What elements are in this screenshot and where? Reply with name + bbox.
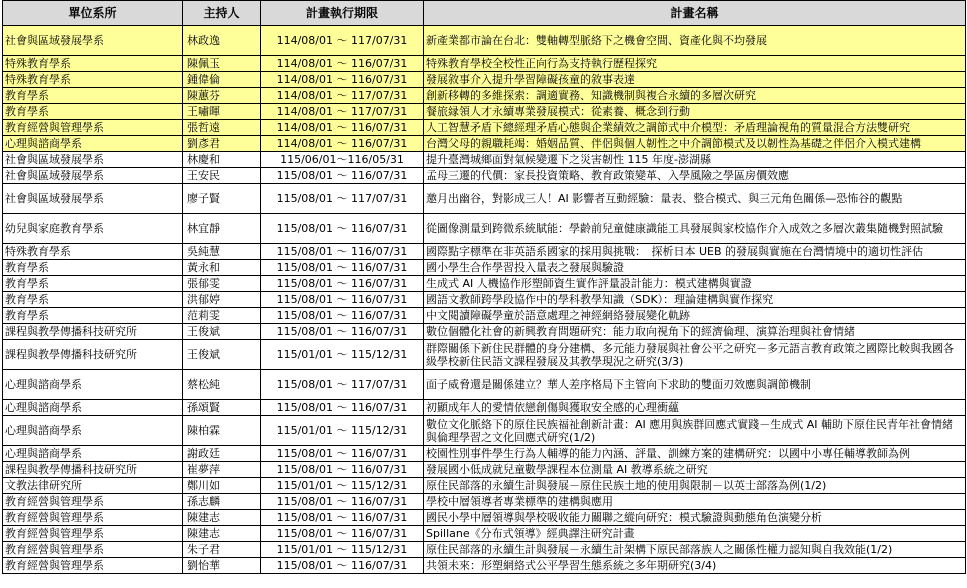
table-row (3, 260, 966, 276)
unit-cell: 教育經營與管理學系 (3, 542, 183, 558)
unit-cell: 課程與教學傳播科技研究所 (3, 324, 183, 340)
period-cell: 114/08/01 ～ 117/07/31 (261, 104, 424, 120)
project-table (2, 0, 966, 574)
table-row (3, 400, 966, 416)
title-cell: 國民小學中層領導與學校吸收能力關聯之縱向研究：模式驗證與動態角色演變分析 (424, 510, 966, 526)
table-row (3, 340, 966, 370)
pi-cell: 孫志麟 (183, 494, 261, 510)
unit-cell: 社會與區域發展學系 (3, 184, 183, 214)
unit-cell: 特殊教育學系 (3, 72, 183, 88)
period-cell: 115/08/01 ～ 116/07/31 (261, 292, 424, 308)
pi-cell: 吳純慧 (183, 244, 261, 260)
unit-cell: 心理與諮商學系 (3, 400, 183, 416)
pi-cell: 朱子君 (183, 542, 261, 558)
pi-cell: 鍾偉倫 (183, 72, 261, 88)
pi-cell: 林宜靜 (183, 214, 261, 244)
period-cell: 115/08/01 ～ 117/07/31 (261, 184, 424, 214)
table-row (3, 276, 966, 292)
unit-cell: 文教法律研究所 (3, 478, 183, 494)
period-cell: 115/08/01 ～ 116/07/31 (261, 446, 424, 462)
unit-cell: 心理與諮商學系 (3, 136, 183, 152)
unit-cell: 心理與諮商學系 (3, 416, 183, 446)
unit-cell: 教育學系 (3, 260, 183, 276)
period-cell: 115/08/01 ～ 117/07/31 (261, 370, 424, 400)
period-cell: 115/08/01 ～ 116/07/31 (261, 244, 424, 260)
unit-cell: 教育學系 (3, 88, 183, 104)
pi-cell: 陳佩玉 (183, 56, 261, 72)
title-cell: 共領未來：形塑網絡式公平學習生態系統之多年期研究(3/4) (424, 558, 966, 574)
title-cell: 面子威脅還是關係建立？華人差序格局下主管向下求助的雙面刃效應與調節機制 (424, 370, 966, 400)
table-row (3, 416, 966, 446)
pi-cell: 張哲遠 (183, 120, 261, 136)
title-cell: 原住民部落的永續生計與發展－原住民族土地的使用與限制－以英士部落為例(1/2) (424, 478, 966, 494)
title-cell: 國語文教師跨學段協作中的學科教學知識（SDK）：理論建構與實作探究 (424, 292, 966, 308)
pi-cell: 蔡松純 (183, 370, 261, 400)
period-cell: 115/08/01 ～ 116/07/31 (261, 308, 424, 324)
table-row (3, 184, 966, 214)
title-cell: 餐旅縁領人才永續專業發展模式：從素養、概念到行動 (424, 104, 966, 120)
period-cell: 115/01/01 ～ 115/12/31 (261, 478, 424, 494)
table-row (3, 510, 966, 526)
title-cell: 學校中層領導者專業標準的建構與應用 (424, 494, 966, 510)
unit-cell: 社會與區域發展學系 (3, 152, 183, 168)
pi-cell: 孫頌賢 (183, 400, 261, 416)
title-cell: 特殊教育學校全校性正向行為支持執行歷程探究 (424, 56, 966, 72)
header-period: 計畫執行期限 (261, 1, 424, 26)
pi-cell: 王嘯暉 (183, 104, 261, 120)
period-cell: 115/08/01 ～ 116/07/31 (261, 324, 424, 340)
table-row (3, 446, 966, 462)
unit-cell: 社會與區域發展學系 (3, 168, 183, 184)
unit-cell: 教育經營與管理學系 (3, 120, 183, 136)
period-cell: 115/08/01 ～ 116/07/31 (261, 400, 424, 416)
pi-cell: 林政逸 (183, 26, 261, 56)
pi-cell: 劉怡華 (183, 558, 261, 574)
pi-cell: 崔夢萍 (183, 462, 261, 478)
title-cell: 創新移轉的多維探索：調適實務、知識機制與複合永續的多層次研究 (424, 88, 966, 104)
unit-cell: 特殊教育學系 (3, 56, 183, 72)
title-cell: 發展國小低成就兒童數學課程本位測量 AI 教導系統之研究 (424, 462, 966, 478)
period-cell: 115/08/01 ～ 116/07/31 (261, 462, 424, 478)
table-row (3, 72, 966, 88)
period-cell: 114/08/01 ～ 116/07/31 (261, 120, 424, 136)
table-row (3, 370, 966, 400)
pi-cell: 陳蕙芬 (183, 88, 261, 104)
table-row (3, 120, 966, 136)
period-cell: 114/08/01 ～ 117/07/31 (261, 88, 424, 104)
title-cell: 數位個體化社會的新興教育問題研究：能力取向視角下的經濟倫理、演算治理與社會情緒 (424, 324, 966, 340)
title-cell: 中文閱讀障礙學童於語意處理之神經網絡發展變化軌跡 (424, 308, 966, 324)
pi-cell: 張郁雯 (183, 276, 261, 292)
unit-cell: 教育學系 (3, 308, 183, 324)
period-cell: 115/08/01 ～ 116/07/31 (261, 260, 424, 276)
table-row (3, 26, 966, 56)
pi-cell: 洪郁婷 (183, 292, 261, 308)
title-cell: 孟母三遷的代價：家長投資策略、教育政策變革、入學風險之學區房價效應 (424, 168, 966, 184)
period-cell: 115/01/01 ～ 115/12/31 (261, 340, 424, 370)
period-cell: 115/08/01 ～ 116/07/31 (261, 494, 424, 510)
pi-cell: 范莉雯 (183, 308, 261, 324)
table-row (3, 168, 966, 184)
title-cell: 群際關係下新住民群體的身分建構、多元能力發展與社會公平之研究－多元語言教育政策之國際比較與我國各級學校新住民語文課程發展及其教學現況之研究(3/3) (424, 340, 966, 370)
period-cell: 115/01/01 ～ 115/12/31 (261, 542, 424, 558)
pi-cell: 鄭川如 (183, 478, 261, 494)
title-cell: 新產業都市論在台北：雙軸轉型脈絡下之機會空間、資產化與不均發展 (424, 26, 966, 56)
period-cell: 115/08/01 ～ 116/07/31 (261, 558, 424, 574)
period-cell: 115/08/01 ～ 116/07/31 (261, 168, 424, 184)
title-cell: 發展敘事介入提升學習障礙孩童的敘事表達 (424, 72, 966, 88)
period-cell: 114/08/01 ～ 116/07/31 (261, 136, 424, 152)
unit-cell: 幼兒與家庭教育學系 (3, 214, 183, 244)
period-cell: 115/08/01 ～ 116/07/31 (261, 526, 424, 542)
table-row (3, 56, 966, 72)
table-row (3, 494, 966, 510)
title-cell: 提升臺灣城鄉面對氣候變遷下之災害韌性 115 年度-澎湖縣 (424, 152, 966, 168)
table-row (3, 104, 966, 120)
title-cell: 初顯成年人的愛情依戀創傷與獲取安全感的心理衝蘊 (424, 400, 966, 416)
table-row (3, 244, 966, 260)
unit-cell: 教育學系 (3, 104, 183, 120)
title-cell: 國小學生合作學習投入量表之發展與驗證 (424, 260, 966, 276)
title-cell: 台灣父母的親職耗竭：婚姻品質、伴侶與個人韌性之中介調節模式及以韌性為基礎之伴侶介入模式建構 (424, 136, 966, 152)
period-cell: 114/08/01 ～ 116/07/31 (261, 56, 424, 72)
pi-cell: 林慶和 (183, 152, 261, 168)
title-cell: 原住民部落的永續生計與發展－永續生計架構下原民部落族人之關係性權力認知與自我效能(1/2) (424, 542, 966, 558)
header-title: 計畫名稱 (424, 1, 966, 26)
period-cell: 115/08/01 ～ 116/07/31 (261, 214, 424, 244)
pi-cell: 謝政廷 (183, 446, 261, 462)
unit-cell: 社會與區域發展學系 (3, 26, 183, 56)
header-unit: 單位系所 (3, 1, 183, 26)
period-cell: 115/08/01 ～ 116/07/31 (261, 276, 424, 292)
title-cell: 生成式 AI 人機協作形塑師資生實作評量設計能力：模式建構與實證 (424, 276, 966, 292)
pi-cell: 王安民 (183, 168, 261, 184)
unit-cell: 教育經營與管理學系 (3, 494, 183, 510)
pi-cell: 陳柏霖 (183, 416, 261, 446)
period-cell: 114/08/01 ～ 117/07/31 (261, 26, 424, 56)
unit-cell: 教育經營與管理學系 (3, 526, 183, 542)
table-row (3, 214, 966, 244)
unit-cell: 課程與教學傳播科技研究所 (3, 340, 183, 370)
table-row (3, 542, 966, 558)
period-cell: 115/01/01 ～ 115/12/31 (261, 416, 424, 446)
pi-cell: 劉彥君 (183, 136, 261, 152)
title-cell: Spillane《分布式領導》經典譯注研究計畫 (424, 526, 966, 542)
period-cell: 115/08/01 ～ 116/07/31 (261, 510, 424, 526)
pi-cell: 廖子賢 (183, 184, 261, 214)
title-cell: 數位文化脈絡下的原住民族福祉創新計畫：AI 應用與族群回應式實踐－生成式 AI 輔助下原住民青年社會情緒與倫理學習之文化回應式研究(1/2) (424, 416, 966, 446)
pi-cell: 陳建志 (183, 510, 261, 526)
unit-cell: 心理與諮商學系 (3, 446, 183, 462)
table-row (3, 308, 966, 324)
header-row (3, 1, 966, 26)
table-row (3, 526, 966, 542)
unit-cell: 教育學系 (3, 276, 183, 292)
table-row (3, 152, 966, 168)
pi-cell: 陳建志 (183, 526, 261, 542)
header-pi: 主持人 (183, 1, 261, 26)
unit-cell: 心理與諮商學系 (3, 370, 183, 400)
table-row (3, 462, 966, 478)
table-row (3, 324, 966, 340)
title-cell: 國際點字標準在非英語系國家的採用與挑戰： 探析日本 UEB 的發展與實施在台灣情境中的適切性評估 (424, 244, 966, 260)
table-row (3, 88, 966, 104)
unit-cell: 課程與教學傳播科技研究所 (3, 462, 183, 478)
table-body (3, 26, 966, 574)
pi-cell: 王俊斌 (183, 324, 261, 340)
title-cell: 校園性別事件學生行為人輔導的能力內涵、評量、訓練方案的建構研究：以國中小專任輔導教師為例 (424, 446, 966, 462)
pi-cell: 王俊斌 (183, 340, 261, 370)
table-row (3, 478, 966, 494)
unit-cell: 特殊教育學系 (3, 244, 183, 260)
unit-cell: 教育經營與管理學系 (3, 510, 183, 526)
unit-cell: 教育經營與管理學系 (3, 558, 183, 574)
period-cell: 114/08/01 ～ 116/07/31 (261, 72, 424, 88)
title-cell: 邀月出幽谷，對影成三人！AI 影響者互動經驗：量表、整合模式、與三元角色關係—恐怖谷的觀點 (424, 184, 966, 214)
title-cell: 從圖像測量到跨微系統賦能：學齡前兒童健康識能工具發展與家校協作介入成效之多層次叢集隨機對照試驗 (424, 214, 966, 244)
title-cell: 人工智慧矛盾下總經理矛盾心態與企業績效之調節式中介模型：矛盾理論視角的質量混合方法雙研究 (424, 120, 966, 136)
table-row (3, 292, 966, 308)
period-cell: 115/06/01～116/05/31 (261, 152, 424, 168)
table-row (3, 558, 966, 574)
pi-cell: 黃永和 (183, 260, 261, 276)
unit-cell: 教育學系 (3, 292, 183, 308)
table-row (3, 136, 966, 152)
